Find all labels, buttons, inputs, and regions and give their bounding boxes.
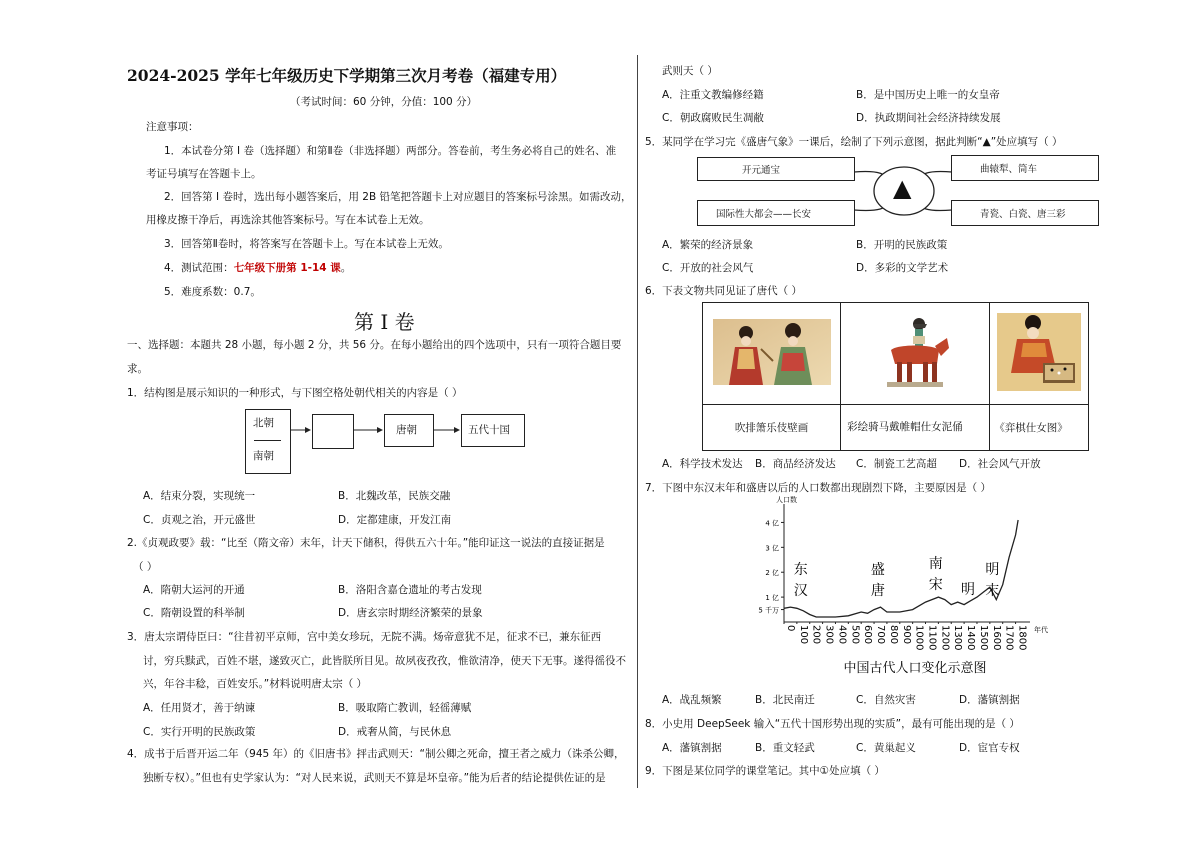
option[interactable]: B．是中国历史上唯一的女皇帝 [856, 89, 1000, 101]
chart-annotation: 东 [793, 562, 808, 578]
chart-annotation: 明 [960, 582, 975, 598]
x-tick-label: 400 [836, 625, 848, 645]
x-axis-label: 年代 [1034, 626, 1048, 634]
diagram-label: 五代十国 [468, 424, 510, 436]
option[interactable]: D．定都建康，开发江南 [338, 514, 452, 526]
x-tick-label: 700 [875, 625, 887, 645]
option[interactable]: A．藩镇割据 [662, 742, 722, 754]
x-tick-label: 1800 [1016, 625, 1028, 651]
option[interactable]: D．宦官专权 [959, 742, 1020, 754]
diagram-label: 开元通宝 [742, 165, 781, 176]
diagram-label: 国际性大都会——长安 [716, 209, 812, 220]
x-tick-label: 1200 [939, 625, 951, 651]
relics-table [702, 302, 1089, 451]
y-axis-label: 人口数 [776, 496, 797, 504]
diagram-label: 青瓷、白瓷、唐三彩 [980, 209, 1066, 220]
chart-annotation: 唐 [870, 583, 885, 599]
relic-caption: 彩绘骑马戴帷帽仕女泥俑 [841, 405, 990, 451]
relic-image-cell [990, 303, 1089, 405]
relic-caption: 吹排箫乐伎壁画 [703, 405, 841, 451]
note-line: 用橡皮擦干净后，再选涂其他答案标号。写在本试卷上无效。 [146, 214, 430, 226]
question-stem: 兴，年谷丰稔，百姓安乐。”材料说明唐太宗（ ） [143, 678, 368, 690]
x-tick-label: 100 [797, 625, 809, 645]
x-tick-label: 1100 [926, 625, 938, 651]
diagram-label: 曲辕犁、筒车 [980, 164, 1038, 175]
x-tick-label: 200 [810, 625, 822, 645]
diagram-label: 南朝 [253, 450, 274, 462]
relic-image-cell [703, 303, 841, 405]
y-tick-label: 4 亿 [765, 519, 779, 528]
population-line [784, 520, 1018, 617]
question-stem: 讨，穷兵黩武，百姓不堪，遂致灭亡，此皆朕所目见。故夙夜孜孜，惟欲清净，使天下无事。遂得徭役不 [143, 655, 626, 667]
x-tick-label: 600 [862, 625, 874, 645]
option[interactable]: D．社会风气开放 [959, 458, 1041, 470]
x-tick-label: 1400 [965, 625, 977, 651]
option[interactable]: A．隋朝大运河的开通 [143, 584, 245, 596]
mural-painting-image [713, 319, 831, 385]
section-title: 第 I 卷 [354, 310, 415, 334]
x-tick-label: 1700 [1003, 625, 1015, 651]
triangle-icon: ▲ [893, 174, 912, 202]
x-tick-label: 500 [849, 625, 861, 645]
question-stem: 4．成书于后晋开运二年（945 年）的《旧唐书》抨击武则天：“制公卿之死命，擅王者之威力（诛杀公卿， [127, 748, 625, 760]
diagram-label: 北朝 [253, 417, 274, 429]
option[interactable]: C．自然灾害 [856, 694, 916, 706]
option[interactable]: C．贞观之治，开元盛世 [143, 514, 256, 526]
question-stem: 7．下图中东汉末年和盛唐以后的人口数都出现剧烈下降，主要原因是（ ） [645, 482, 992, 494]
chart-title: 中国古代人口变化示意图 [843, 661, 987, 676]
option[interactable]: B．吸取隋亡教训，轻徭薄赋 [338, 702, 472, 714]
x-tick-label: 300 [823, 625, 835, 645]
x-tick-label: 1600 [990, 625, 1002, 651]
part1-intro: 求。 [127, 363, 148, 375]
note-line: 2．回答第 I 卷时，选出每小题答案后，用 2B 铅笔把答题卡上对应题目的答案标号涂黑。如需改动， [164, 191, 632, 203]
part1-intro: 一、选择题：本题共 28 小题，每小题 2 分，共 56 分。在每小题给出的四个选项中，只有一项符合题目要 [127, 339, 622, 351]
notes-heading: 注意事项： [146, 121, 199, 133]
question-stem: （ ） [133, 561, 158, 573]
y-tick-label: 3 亿 [765, 544, 779, 553]
chart-annotation: 宋 [928, 577, 943, 593]
option[interactable]: A．战乱频繁 [662, 694, 722, 706]
option[interactable]: A．任用贤才，善于纳谏 [143, 702, 256, 714]
x-tick-label: 1000 [913, 625, 925, 651]
option[interactable]: D．唐玄宗时期经济繁荣的景象 [338, 607, 483, 619]
note-line: 3．回答第Ⅱ卷时，将答案写在答题卡上。写在本试卷上无效。 [164, 238, 449, 250]
y-tick-label: 5 千万 [758, 606, 779, 615]
range-value: 七年级下册第 1-14 课 [233, 262, 341, 274]
question-stem: 独断专权）。”但也有史学家认为：“对人民来说，武则天不算是坏皇帝。”能为后者的结论提供佐证的是 [143, 772, 606, 784]
diagram-arrows [0, 0, 600, 480]
population-chart [740, 496, 1060, 686]
option[interactable]: D．戒奢从简，与民休息 [338, 726, 452, 738]
question-stem: 5．某同学在学习完《盛唐气象》一课后，绘制了下列示意图，据此判断“▲”处应填写（ ） [645, 136, 1063, 148]
question-stem: 6．下表文物共同见证了唐代（ ） [645, 285, 803, 297]
question-stem: 武则天（ ） [662, 65, 718, 77]
option[interactable]: C．隋朝设置的科举制 [143, 607, 245, 619]
go-game-painting-image [997, 313, 1081, 391]
option[interactable]: B．开明的民族政策 [856, 239, 948, 251]
option[interactable]: C．朝政腐败民生凋敝 [662, 112, 764, 124]
option[interactable]: B．重文轻武 [755, 742, 815, 754]
x-tick-label: 900 [900, 625, 912, 645]
question-stem: 1．结构图是展示知识的一种形式，与下图空格处朝代相关的内容是（ ） [127, 387, 463, 399]
option[interactable]: C．黄巢起义 [856, 742, 916, 754]
horse-figurine-image [877, 316, 953, 388]
question-stem: 2.《贞观政要》载：“比至（隋文帝）末年，计天下储积，得供五六十年。”能印证这一说法的直接证据是 [127, 537, 605, 549]
chart-annotation: 盛 [870, 562, 885, 578]
option[interactable]: C．实行开明的民族政策 [143, 726, 256, 738]
question-stem: 3．唐太宗谓侍臣曰：“往昔初平京师，宫中美女珍玩，无院不满。炀帝意犹不足，征求不已，兼东征西 [127, 631, 602, 643]
option[interactable]: D．藩镇割据 [959, 694, 1020, 706]
column-divider [637, 55, 638, 788]
relic-caption: 《弈棋仕女图》 [990, 405, 1089, 451]
option[interactable]: A．科学技术发达 [662, 458, 743, 470]
chart-annotation: 汉 [793, 583, 808, 599]
chart-annotation: 明 [985, 562, 1000, 578]
x-tick-label: 1500 [977, 625, 989, 651]
option[interactable]: A．结束分裂，实现统一 [143, 490, 256, 502]
chart-annotation: 南 [928, 556, 943, 572]
range-suffix: 。 [340, 262, 352, 274]
option[interactable]: B．北民南迁 [755, 694, 815, 706]
diagram-label: 唐朝 [396, 424, 417, 436]
option[interactable]: D．执政期间社会经济持续发展 [856, 112, 1001, 124]
option[interactable]: A．繁荣的经济景象 [662, 239, 754, 251]
x-tick-label: 0 [785, 625, 796, 632]
chart-annotation: 末 [985, 583, 1000, 599]
note-line: 5．难度系数：0.7。 [164, 286, 261, 298]
page-title: 2024-2025 学年七年级历史下学期第三次月考卷（福建专用） [127, 66, 567, 85]
option[interactable]: C．制瓷工艺高超 [856, 458, 937, 470]
option[interactable]: A．注重文教编修经籍 [662, 89, 764, 101]
option[interactable]: D．多彩的文学艺术 [856, 262, 949, 274]
y-tick-label: 1 亿 [765, 594, 779, 603]
y-tick-label: 2 亿 [765, 569, 779, 578]
question-stem: 9．下图是某位同学的课堂笔记。其中①处应填（ ） [645, 765, 885, 777]
option[interactable]: B．洛阳含嘉仓遗址的考古发现 [338, 584, 482, 596]
note-line: 考证号填写在答题卡上。 [146, 168, 262, 180]
question-stem: 8．小史用 DeepSeek 输入“五代十国形势出现的实质”，最有可能出现的是（ ） [645, 718, 1020, 730]
option[interactable]: B．北魏改革，民族交融 [338, 490, 451, 502]
option[interactable]: C．开放的社会风气 [662, 262, 754, 274]
x-tick-label: 1300 [952, 625, 964, 651]
option[interactable]: B．商品经济发达 [755, 458, 836, 470]
range-prefix: 4．测试范围： [164, 262, 234, 274]
x-tick-label: 800 [887, 625, 899, 645]
note-line: 1．本试卷分第 I 卷（选择题）和第Ⅱ卷（非选择题）两部分。答卷前，考生务必将自己的姓名、准 [164, 145, 617, 157]
exam-info: （考试时间：60 分钟，分值：100 分） [290, 96, 478, 108]
relic-image-cell [841, 303, 990, 405]
